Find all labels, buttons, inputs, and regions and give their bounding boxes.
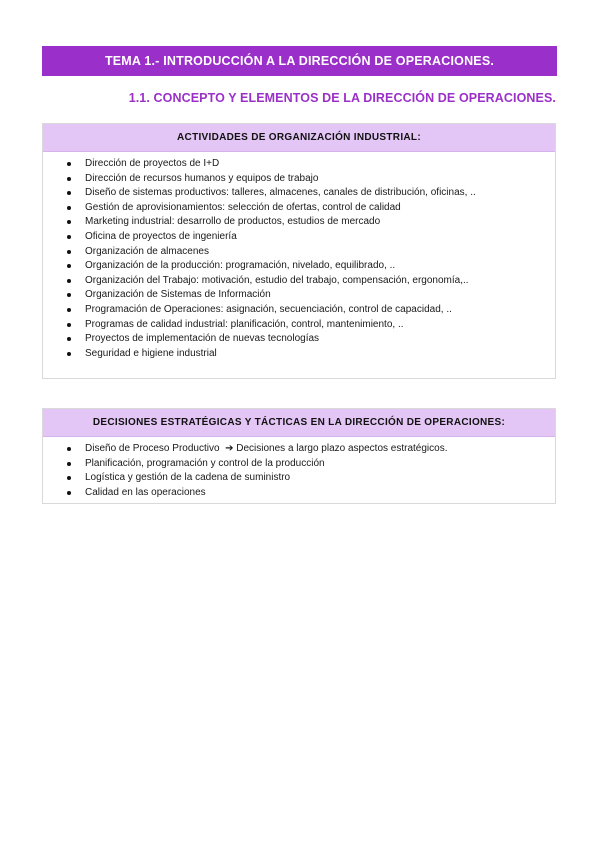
decisions-header: DECISIONES ESTRATÉGICAS Y TÁCTICAS EN LA DIRECCIÓN DE OPERACIONES: <box>43 409 555 437</box>
bullet-icon <box>67 293 71 297</box>
bullet-icon <box>67 250 71 254</box>
bullet-icon <box>67 279 71 283</box>
arrow-right-icon: ➔ <box>225 443 234 454</box>
bullet-icon <box>67 264 71 268</box>
list-item: Diseño de sistemas productivos: talleres, almacenes, canales de distribución, oficinas, .. <box>43 186 555 201</box>
bullet-icon <box>67 337 71 341</box>
bullet-icon <box>67 323 71 327</box>
list-item: Organización de almacenes <box>43 245 555 260</box>
list-item: Oficina de proyectos de ingeniería <box>43 230 555 245</box>
bullet-icon <box>67 220 71 224</box>
list-item: Proyectos de implementación de nuevas tecnologías <box>43 332 555 347</box>
list-item: Organización de Sistemas de Información <box>43 288 555 303</box>
list-item: Marketing industrial: desarrollo de productos, estudios de mercado <box>43 215 555 230</box>
bullet-icon <box>67 447 71 451</box>
page-title: TEMA 1.- INTRODUCCIÓN A LA DIRECCIÓN DE OPERACIONES. <box>42 46 557 76</box>
list-item: Dirección de proyectos de I+D <box>43 157 555 172</box>
bullet-icon <box>67 206 71 210</box>
bullet-icon <box>67 308 71 312</box>
list-item: Organización de la producción: programación, nivelado, equilibrado, .. <box>43 259 555 274</box>
section-subtitle: 1.1. CONCEPTO Y ELEMENTOS DE LA DIRECCIÓN DE OPERACIONES. <box>128 91 556 105</box>
bullet-icon <box>67 476 71 480</box>
bullet-icon <box>67 235 71 239</box>
list-item: Planificación, programación y control de la producción <box>43 457 555 472</box>
bullet-icon <box>67 177 71 181</box>
list-item: Programas de calidad industrial: planificación, control, mantenimiento, .. <box>43 318 555 333</box>
activities-header: ACTIVIDADES DE ORGANIZACIÓN INDUSTRIAL: <box>43 124 555 152</box>
bullet-icon <box>67 352 71 356</box>
list-item: Gestión de aprovisionamientos: selección de ofertas, control de calidad <box>43 201 555 216</box>
list-item: Organización del Trabajo: motivación, estudio del trabajo, compensación, ergonomía,.. <box>43 274 555 289</box>
decisions-list <box>43 437 555 500</box>
activities-box <box>42 123 556 379</box>
bullet-icon <box>67 191 71 195</box>
activities-list <box>43 152 555 361</box>
list-item: Calidad en las operaciones <box>43 486 555 501</box>
list-item: Programación de Operaciones: asignación, secuenciación, control de capacidad, .. <box>43 303 555 318</box>
bullet-icon <box>67 462 71 466</box>
decisions-box <box>42 408 556 504</box>
list-item: Seguridad e higiene industrial <box>43 347 555 362</box>
bullet-icon <box>67 162 71 166</box>
list-item: Dirección de recursos humanos y equipos de trabajo <box>43 172 555 187</box>
list-item: Logística y gestión de la cadena de suministro <box>43 471 555 486</box>
bullet-icon <box>67 491 71 495</box>
list-item: Diseño de Proceso Productivo ➔ Decisiones a largo plazo aspectos estratégicos. <box>43 442 555 457</box>
